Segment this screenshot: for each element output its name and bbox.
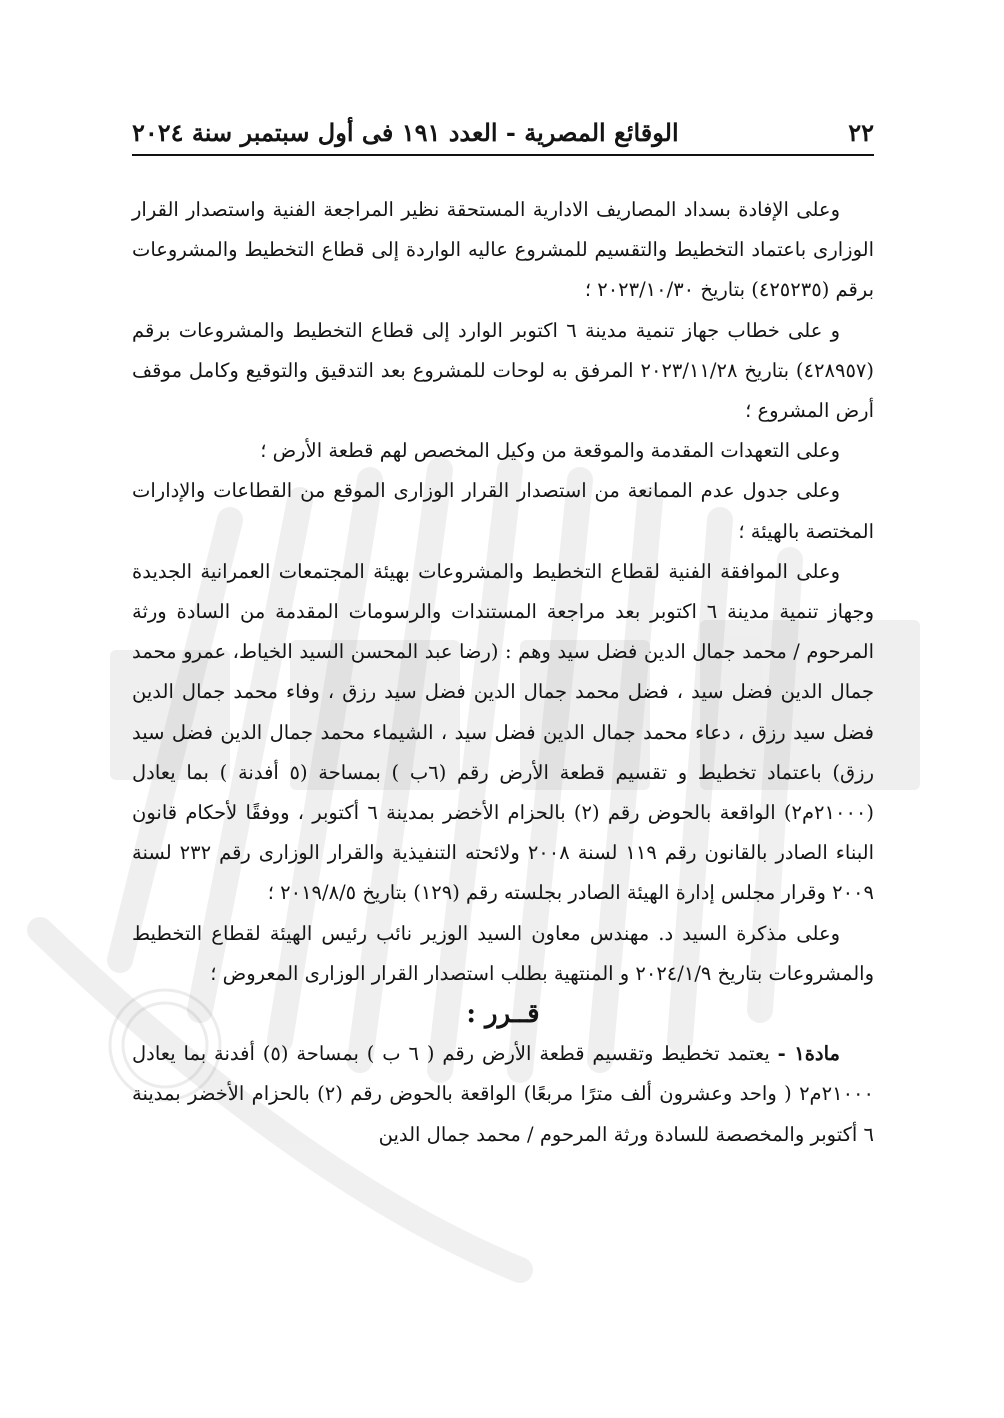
article-text: يعتمد تخطيط وتقسيم قطعة الأرض رقم ( ٦ ب ) بمساحة (٥) أفدنة بما يعادل ٢١٠٠٠م٢ ( واحد وعشرون ألف مترًا مربعًا) الواقعة بالحوض رقم (٢) بالحزام الأخضر بمدينة ٦ أكتوبر والمخصصة للسادة ورثة المرحوم / محمد جمال الدين	[132, 1042, 874, 1146]
paragraph: و على خطاب جهاز تنمية مدينة ٦ اكتوبر الوارد إلى قطاع التخطيط والمشروعات برقم (٤٢٨٩٥٧) بتاريخ ٢٠٢٣/١١/٢٨ المرفق به لوحات للمشروع بعد التدقيق والتوقيع وكامل موقف أرض المشروع ؛	[132, 318, 874, 423]
document-body	[132, 190, 874, 1155]
paragraph: وعلى الإفادة بسداد المصاريف الادارية المستحقة نظير المراجعة الفنية واستصدار القرار الوزارى باعتماد التخطيط والتقسيم للمشروع عاليه الواردة إلى قطاع التخطيط والمشروعات برقم (٤٢٥٢٣٥) بتاريخ ٢٠٢٣/١٠/٣٠ ؛	[132, 198, 874, 302]
paragraph: وعلى مذكرة السيد د. مهندس معاون السيد الوزير نائب رئيس الهيئة لقطاع التخطيط والمشروعات بتاريخ ٢٠٢٤/١/٩ و المنتهية بطلب استصدار القرار الوزارى المعروض ؛	[132, 921, 874, 985]
decision-heading: قــرر :	[466, 999, 540, 1030]
paragraph: وعلى جدول عدم الممانعة من استصدار القرار الوزارى الموقع من القطاعات والإدارات المختصة بالهيئة ؛	[132, 479, 874, 543]
page-number: ٢٢	[848, 117, 874, 147]
paragraph: وعلى التعهدات المقدمة والموقعة من وكيل المخصص لهم قطعة الأرض ؛	[260, 439, 840, 463]
paragraph: وعلى الموافقة الفنية لقطاع التخطيط والمشروعات بهيئة المجتمعات العمرانية الجديدة وجهاز تنمية مدينة ٦ اكتوبر بعد مراجعة المستندات والرسومات المقدمة من السادة ورثة المرحوم / محمد جمال الدين فضل سيد وهم : (رضا عبد المحسن السيد الخياط، عمرو محمد جمال الدين فضل سيد ، فضل محمد جمال الدين فضل سيد رزق ، وفاء محمد جمال الدين فضل سيد رزق ، دعاء محمد جمال الدين فضل سيد ، الشيماء محمد جمال الدين فضل سيد رزق) باعتماد تخطيط و تقسيم قطعة الأرض رقم (٦ب ) بمساحة (٥ أفدنة ) بما يعادل (٢١٠٠٠م٢) الواقعة بالحوض رقم (٢) بالحزام الأخضر بمدينة ٦ أكتوبر ، ووفقًا لأحكام قانون البناء الصادر بالقانون رقم ١١٩ لسنة ٢٠٠٨ ولائحته التنفيذية والقرار الوزارى رقم ٢٣٢ لسنة ٢٠٠٩ وقرار مجلس إدارة الهيئة الصادر بجلسته رقم (١٢٩) بتاريخ ٢٠١٩/٨/٥ ؛	[132, 559, 875, 905]
header-divider	[132, 154, 874, 156]
page-header	[132, 112, 874, 152]
article-1	[132, 1034, 874, 1155]
article-label: مادة١ -	[777, 1042, 840, 1066]
gazette-title: الوقائع المصرية - العدد ١٩١ فى أول سبتمبر سنة ٢٠٢٤	[132, 117, 679, 147]
